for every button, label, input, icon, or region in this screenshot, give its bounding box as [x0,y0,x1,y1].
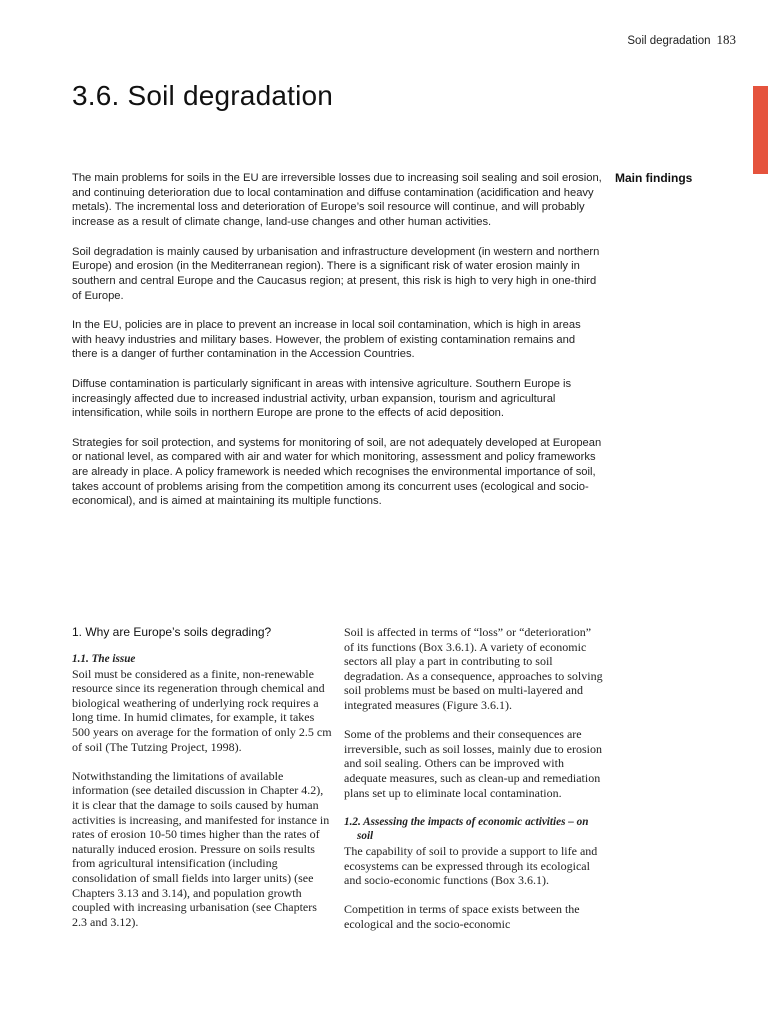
chapter-color-tab [753,86,768,174]
body-paragraph: Soil is affected in terms of “loss” or “deterioration” of its functions (Box 3.6.1). A variety of economic sectors all play a part in contributing to soil degradation. As a consequence, approaches to solving soil problems must be based on multi-layered and integrated measures (Figure 3.6.1). [344,625,603,712]
body-column-right [344,625,604,931]
chapter-title: 3.6. Soil degradation [72,80,334,111]
running-header [627,32,736,48]
findings-paragraph: Strategies for soil protection, and systems for monitoring of soil, are not adequately developed at European or national level, as compared with air and water for which monitoring, assessment and policy frameworks are already in place. A policy framework is needed which recognises the environmental importance of soil, takes account of problems arising from the competition among its concurrent uses (ecological and socio-economical), and is aimed at maintaining its multiple functions. [72,436,602,508]
findings-paragraph: The main problems for soils in the EU are irreversible losses due to increasing soil sealing and soil erosion, and continuing deterioration due to local contamination and diffuse contamination (acidification and heavy metals). The incremental loss and deterioration of Europe’s soil resource will continue, and will probably increase as a result of climate change, land-use changes and other human activities. [72,172,602,229]
findings-paragraph: Soil degradation is mainly caused by urbanisation and infrastructure development (in western and northern Europe) and erosion (in the Mediterranean region). There is a significant risk of water erosion mainly in southern and central Europe and the Caucasus region; at present, this risk is high to very high in one-third of Europe. [72,245,600,302]
subsection-heading: 1.1. The issue [72,653,136,665]
subsection-heading: 1.2. Assessing the impacts of economic activities – on soil [344,815,589,843]
main-findings-label: Main findings [615,171,693,185]
body-paragraph: Competition in terms of space exists between the ecological and the socio-economic [344,902,580,931]
body-paragraph: Some of the problems and their consequences are irreversible, such as soil losses, mainly due to erosion and soil sealing. Others can be improved with adequate measures, such as clean-up and remediation plans set up to eliminate local contamination. [344,727,602,800]
running-title: Soil degradation [627,35,711,47]
findings-paragraph: Diffuse contamination is particularly significant in areas with intensive agriculture. Southern Europe is increasingly affected due to increased industrial activity, urban expansion, tourism and agricultural intensification, while soils in northern Europe are prone to the effects of acid deposition. [72,377,572,420]
body-paragraph: The capability of soil to provide a support to life and ecosystems can be expressed through its ecological and socio-economic functions (Box 3.6.1). [344,843,598,888]
page-number: 183 [716,32,736,47]
body-paragraph: Notwithstanding the limitations of available information (see detailed discussion in Chapter 4.2), it is clear that the damage to soils caused by human activities is increasing, and manifested for instance in rates of erosion 10-50 times higher than the rates of naturally induced erosion. Pressure on soils results from agricultural intensification (including consolidation of small fields into larger units) (see Chapters 3.13 and 3.14), and population growth coupled with increasing urbanisation (see Chapters 2.3 and 3.12). [72,768,330,929]
body-paragraph: Soil must be considered as a finite, non-renewable resource since its regeneration through chemical and biological weathering of underlying rock requires a long time. In humid climates, for example, it takes 500 years on average for the formation of only 2.5 cm of soil (The Tutzing Project, 1998). [72,666,332,754]
body-column-left [72,625,332,944]
findings-paragraph: In the EU, policies are in place to prevent an increase in local soil contamination, which is high in areas with heavy industries and military bases. However, the problem of existing contamination remains and there is a danger of further contamination in the Accession Countries. [72,319,581,361]
main-findings-text [72,171,602,524]
section-heading: 1. Why are Europe’s soils degrading? [72,625,272,639]
